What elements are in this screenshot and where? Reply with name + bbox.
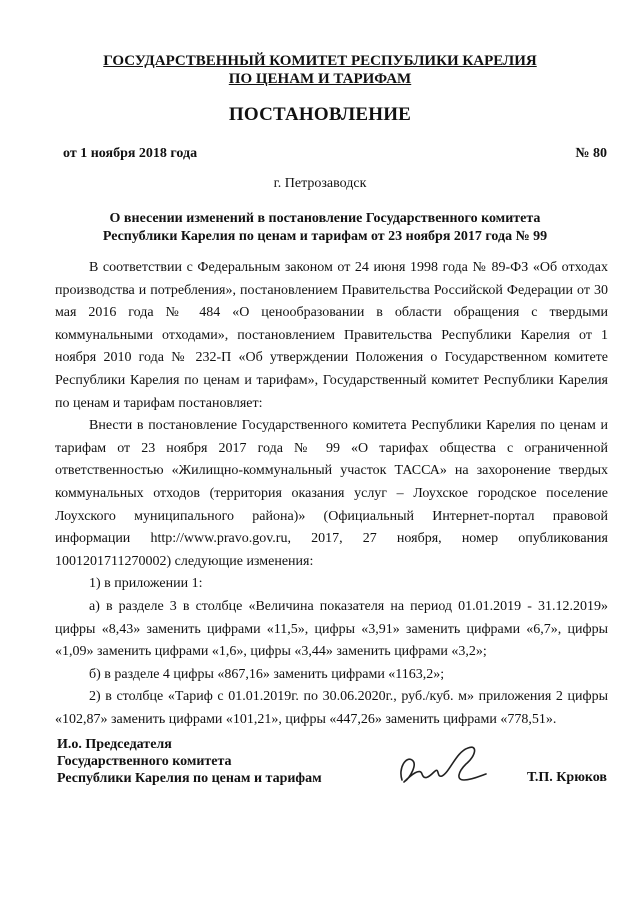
body-paragraph-item-1: 1) в приложении 1:: [89, 576, 203, 592]
document-date: от 1 ноября 2018 года: [63, 146, 198, 161]
subject-line2: Республики Карелия по ценам и тарифам от 23 ноября 2017 года № 99: [102, 229, 548, 244]
handwritten-signature: [392, 738, 492, 790]
body-paragraph-item-1a: а) в разделе 3 в столбце «Величина показателя на период 01.01.2019 - 31.12.2019» цифры «8,43» заменить цифрами «11,5», цифры «3,91» заменить цифрами «6,7», цифры «1,09» заменить цифрами «1,6», цифры «3,44» заменить цифрами «3,2»;: [55, 598, 608, 660]
signer-title-line3: Республики Карелия по ценам и тарифам: [57, 771, 322, 786]
signer-name: Т.П. Крюков: [526, 770, 607, 785]
body-paragraph-item-1b: б) в разделе 4 цифры «867,16» заменить цифрами «1163,2»;: [89, 666, 445, 682]
document-city: г. Петрозаводск: [273, 176, 367, 191]
signer-title: [57, 736, 322, 787]
document-number: № 80: [575, 146, 607, 161]
subject-line1: О внесении изменений в постановление Государственного комитета: [109, 211, 541, 226]
org-name-line2: ПО ЦЕНАМ И ТАРИФАМ: [228, 71, 412, 87]
document-subject: [60, 210, 590, 246]
signer-title-line1: И.о. Председателя: [57, 737, 172, 752]
signer-title-line2: Государственного комитета: [57, 754, 232, 769]
body-paragraph-amendment: Внести в постановление Государственного комитета Республики Карелия по ценам и тарифам от 23 ноября 2017 года № 99 «О тарифах общества с ограниченной ответственностью «Жилищно-коммунальный участок ТАССА» на захоронение твердых коммунальных отходов (территория оказания услуг – Лоухское городское поселение Лоухского муниципального района)» (Официальный Интернет-портал правовой информации http://www.pravo.gov.ru, 2017, 27 ноября, номер опубликования 1001201711270002) следующие изменения:: [55, 418, 608, 569]
body-paragraph-preamble: В соответствии с Федеральным законом от 24 июня 1998 года № 89-ФЗ «Об отходах производства и потребления», постановлением Правительства Российской Федерации от 30 мая 2016 года № 484 «О ценообразовании в области обращения с твердыми коммунальными отходами», постановлением Правительства Республики Карелия от 1 ноября 2010 года № 232-П «Об утверждении Положения о Государственном комитете Республики Карелия по ценам и тарифам», Государственный комитет Республики Карелия по ценам и тарифам постановляет:: [55, 260, 608, 411]
body-paragraph-item-2: 2) в столбце «Тариф с 01.01.2019г. по 30.06.2020г., руб./куб. м» приложения 2 цифры «102,87» заменить цифрами «101,21», цифры «447,26» заменить цифрами «778,51».: [55, 689, 608, 727]
document-body: [55, 257, 608, 731]
document-type: ПОСТАНОВЛЕНИЕ: [228, 104, 412, 125]
org-name-line1: ГОСУДАРСТВЕННЫЙ КОМИТЕТ РЕСПУБЛИКИ КАРЕЛИЯ: [103, 53, 537, 69]
